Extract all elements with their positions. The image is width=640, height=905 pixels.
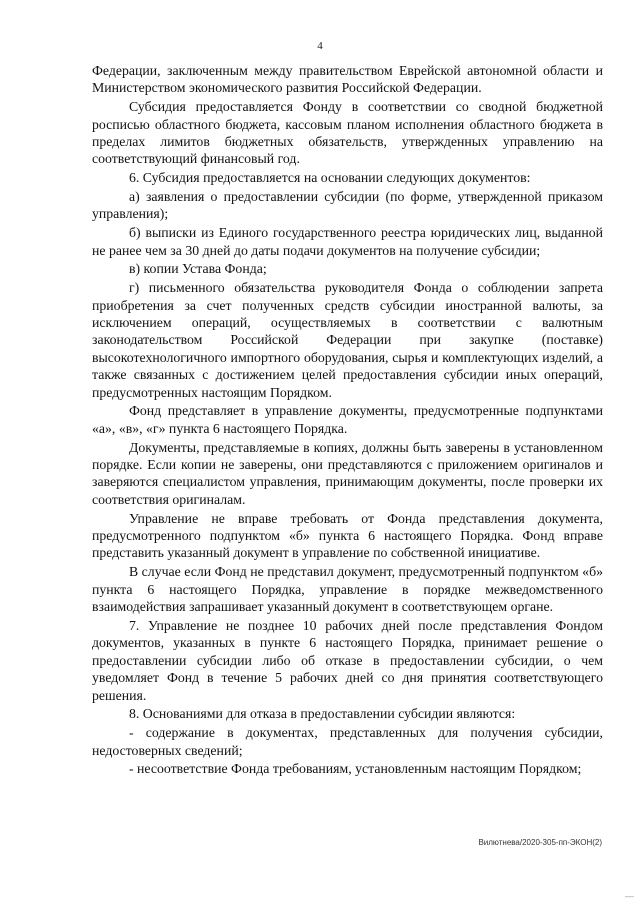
paragraph: 6. Субсидия предоставляется на основании следующих документов: (129, 170, 531, 186)
paragraph: а) заявления о предоставлении субсидии (по форме, утвержденной приказом управления); (92, 189, 603, 222)
paragraph: - несоответствие Фонда требованиям, установленным настоящим Порядком; (129, 761, 582, 777)
paragraph: Управление не вправе требовать от Фонда представления документа, предусмотренного подпунктом «б» пункта 6 настоящего Порядка. Фонд вправе представить указанный документ в управление по собственной инициативе. (92, 510, 603, 561)
paragraph: Субсидия предоставляется Фонду в соответствии со сводной бюджетной росписью областного бюджета, кассовым планом исполнения областного бюджета в пределах лимитов бюджетных обязательств, утвержденных управлению на соответствующий финансовый год. (92, 99, 603, 167)
document-code-footer: Вилютнева/2020-305-пп-ЭКОН(2) (478, 838, 602, 847)
corner-mark: — (625, 891, 634, 901)
document-body (92, 62, 603, 779)
paragraph: Федерации, заключенным между правительством Еврейской автономной области и Министерством экономического развития Российской Федерации. (92, 63, 603, 96)
paragraph: 8. Основаниями для отказа в предоставлении субсидии являются: (129, 706, 516, 722)
paragraph: в) копии Устава Фонда; (129, 261, 267, 277)
paragraph: - содержание в документах, представленных для получения субсидии, недостоверных сведений; (92, 725, 603, 758)
paragraph: Документы, представляемые в копиях, должны быть заверены в установленном порядке. Если копии не заверены, они представляются с приложением оригиналов и заверяются специалистом управления, принимающим документы, после проверки их соответствия оригиналам. (92, 439, 603, 507)
paragraph: Фонд представляет в управление документы, предусмотренные подпунктами «а», «в», «г» пункта 6 настоящего Порядка. (92, 403, 603, 436)
paragraph: г) письменного обязательства руководителя Фонда о соблюдении запрета приобретения за счет полученных средств субсидии иностранной валюты, за исключением операций, осуществляемых в соответствии с валютным законодательством Российской Федерации при закупке (поставке) высокотехнологичного импортного оборудования, сырья и комплектующих изделий, а также связанных с достижением целей предоставления субсидии иных операций, предусмотренных настоящим Порядком. (92, 280, 603, 400)
paragraph: б) выписки из Единого государственного реестра юридических лиц, выданной не ранее чем за 30 дней до даты подачи документов на получение субсидии; (92, 225, 603, 258)
page-number: 4 (317, 40, 323, 52)
paragraph: В случае если Фонд не представил документ, предусмотренный подпунктом «б» пункта 6 настоящего Порядка, управление в порядке межведомственного взаимодействия запрашивает указанный документ в соответствующем органе. (92, 564, 603, 615)
paragraph: 7. Управление не позднее 10 рабочих дней после представления Фондом документов, указанных в пункте 6 настоящего Порядка, принимает решение о предоставлении субсидии либо об отказе в предоставлении субсидии, о чем уведомляет Фонд в течение 5 рабочих дней со дня принятия соответствующего решения. (92, 617, 603, 703)
